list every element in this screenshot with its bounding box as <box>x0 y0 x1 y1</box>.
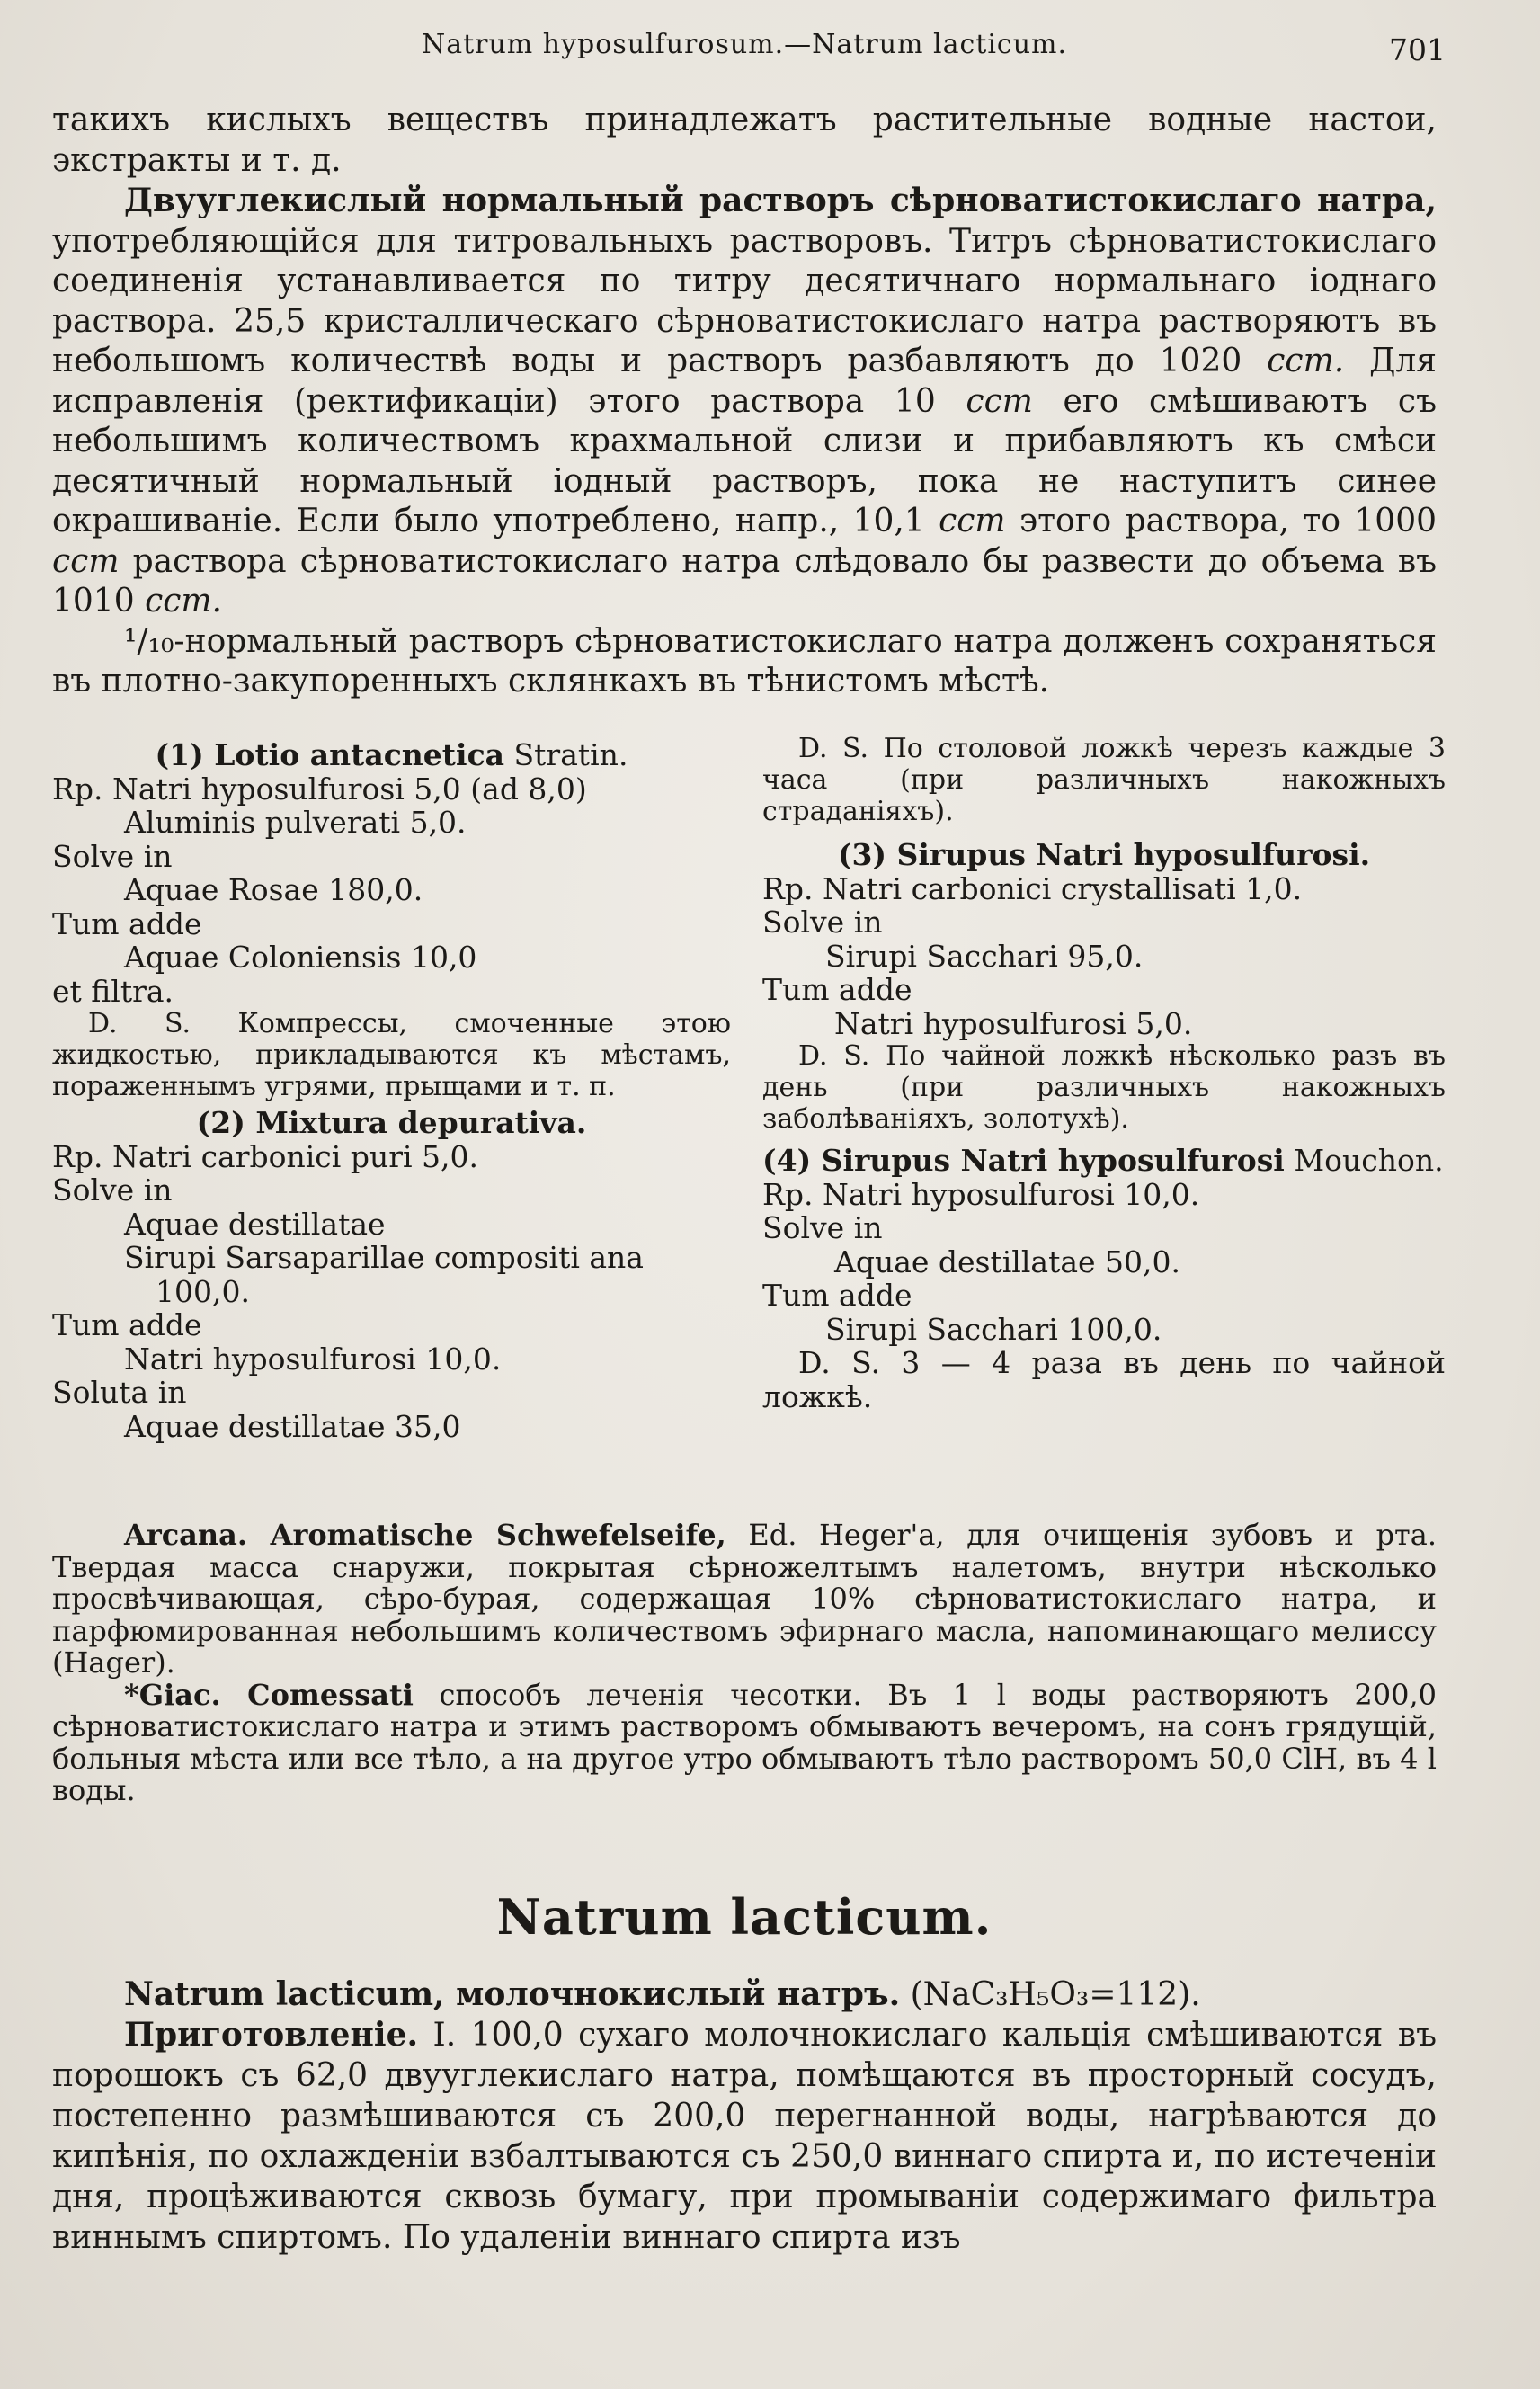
text-run: употребляющійся для титровальныхъ растворовъ. Титръ сѣрноватистокислаго соединенія устанавливается по титру десятичнаго нормальнаго іоднаго раствора. 25,5 кристаллическаго сѣрноватистокислаго натра растворяютъ въ небольшомъ количествѣ воды и растворъ разбавляютъ до 1020 <box>52 222 1437 379</box>
recipe-line: et filtra. <box>52 973 174 1009</box>
unit-ccm: ccm. <box>145 583 222 620</box>
entry-heading: Natrum lacticum, молочнокислый натръ. <box>124 1975 901 2013</box>
author-name: *Giac. Comessati <box>124 1677 414 1712</box>
lacticum-paragraph-1 <box>52 1974 1437 2015</box>
page-header <box>52 23 1446 68</box>
text-run: Для исправленія (ректификаціи) этого раствора 10 <box>52 343 1437 420</box>
arcana-heading: Arcana. Aromatische Schwefelseife, <box>124 1518 726 1552</box>
recipe-line: Natri hyposulfurosi 5,0. <box>834 1005 1193 1041</box>
arcana-section <box>52 1520 1437 1807</box>
recipes-columns <box>52 733 1446 1497</box>
text-run: раствора сѣрноватистокислаго натра слѣдовало бы развести до объема въ 1010 <box>52 542 1437 620</box>
recipe-line: Solve in <box>762 905 883 940</box>
recipe-4-title <box>762 1144 1446 1178</box>
recipe-line: Aluminis pulverati 5,0. <box>124 805 467 840</box>
recipe-line: Natri hyposulfurosi 10,0. <box>124 1341 502 1377</box>
recipe-line: Soluta in <box>52 1375 187 1410</box>
arcana-paragraph-2 <box>52 1677 1438 1807</box>
recipe-line: Solve in <box>762 1210 883 1245</box>
intro-section <box>52 101 1437 702</box>
recipe-3-title: (3) Sirupus Natri hyposulfurosi. <box>837 837 1371 872</box>
unit-ccm: ccm <box>52 542 120 580</box>
recipe-2-directions: D. S. По столовой ложкѣ черезъ каждые 3 часа (при различныхъ накожныхъ страданіяхъ). <box>762 733 1446 827</box>
preparation-heading: Приготовленіе. <box>124 2016 419 2054</box>
lacticum-section <box>52 1974 1437 2258</box>
chemical-formula: (NaC₃H₅O₃=112). <box>900 1976 1201 2013</box>
recipe-line: Rp. Natri carbonici crystallisati 1,0. <box>762 870 1303 906</box>
recipe-2-title: (2) Mixtura depurativa. <box>196 1105 587 1140</box>
recipe-line: Aquae destillatae 35,0 <box>124 1408 461 1444</box>
recipe-line: Sirupi Sarsaparillae compositi ana <box>124 1240 644 1275</box>
page-number: 701 <box>1389 32 1446 67</box>
recipe-line: Aquae Rosae 180,0. <box>124 872 423 907</box>
recipe-line: Sirupi Sacchari 95,0. <box>825 938 1144 974</box>
section-title: Natrum lacticum. <box>496 1888 993 1946</box>
recipe-line: Tum adde <box>52 905 202 941</box>
recipe-line: Aquae Coloniensis 10,0 <box>124 940 477 975</box>
unit-ccm: ccm. <box>1267 343 1345 379</box>
recipe-title-text: (4) Sirupus Natri hyposulfurosi <box>762 1143 1285 1178</box>
recipe-title-text: (1) Lotio antacnetica <box>155 737 505 772</box>
recipe-line: Aquae destillatae <box>124 1206 386 1242</box>
recipe-line: Solve in <box>52 838 173 874</box>
recipes-right-column <box>762 733 1446 1413</box>
intro-paragraph-1: такихъ кислыхъ веществъ принадлежатъ растительные водные настои, экстракты и т. д. <box>52 102 1437 179</box>
recipe-3-directions: D. S. По чайной ложкѣ нѣсколько разъ въ день (при различныхъ накожныхъ заболѣваніяхъ, золотухѣ). <box>762 1040 1446 1135</box>
intro-paragraph-2 <box>52 181 1437 622</box>
recipe-line: 100,0. <box>156 1273 250 1309</box>
recipe-1-title <box>52 738 731 772</box>
recipe-line: Sirupi Sacchari 100,0. <box>825 1311 1162 1347</box>
recipe-author: Stratin. <box>504 737 628 772</box>
recipe-line: Solve in <box>52 1172 173 1208</box>
intro-paragraph-3: ¹/₁₀-нормальный растворъ сѣрноватистокислаго натра долженъ сохраняться въ плотно-закупоренныхъ склянкахъ въ тѣнистомъ мѣстѣ. <box>52 622 1437 700</box>
recipe-4-directions: D. S. 3 — 4 раза въ день по чайной ложкѣ. <box>762 1345 1446 1414</box>
recipe-line: Rp. Natri carbonici puri 5,0. <box>52 1138 479 1174</box>
recipe-line: Rp. Natri hyposulfurosi 5,0 (ad 8,0) <box>52 771 587 807</box>
recipe-line: Aquae destillatae 50,0. <box>834 1244 1181 1279</box>
recipe-1-directions: D. S. Компрессы, смоченные этою жидкостью, прикладываются къ мѣстамъ, пораженнымъ угрями, прыщами и т. п. <box>52 1008 731 1102</box>
recipe-line: Tum adde <box>762 972 912 1007</box>
running-title: Natrum hyposulfurosum.—Natrum lacticum. <box>421 29 1068 60</box>
lacticum-paragraph-2 <box>52 2015 1437 2258</box>
unit-ccm: ccm <box>966 382 1033 420</box>
text-run: I. 100,0 сухаго молочнокислаго кальція смѣшиваются въ порошокъ съ 62,0 двууглекислаго натра, помѣщаются въ просторный сосудъ, постепенно размѣшиваются съ 200,0 перегнанной воды, нагрѣваются до кипѣнія, по охлажденіи взбалтываются съ 250,0 виннаго спирта и, по истеченіи дня, процѣживаются сквозь бумагу, при промываніи содержимаго фильтра виннымъ спиртомъ. По удаленіи виннаго спирта изъ <box>52 2017 1437 2256</box>
text-run: его смѣшиваютъ съ небольшимъ количествомъ крахмальной слизи и прибавляютъ къ смѣси десятичный нормальный іодный растворъ, пока не наступитъ синее окрашиваніе. Если было употреблено, напр., 10,1 <box>52 382 1437 539</box>
text-run: способъ леченія чесотки. Въ 1 l воды растворяютъ 200,0 сѣрноватистокислаго натра и этимъ растворомъ обмываютъ вечеромъ, на сонъ грядущій, больныя мѣста или все тѣло, а на другое утро обмываютъ тѣло растворомъ 50,0 ClH, въ 4 l воды. <box>52 1677 1438 1807</box>
recipe-line: Rp. Natri hyposulfurosi 10,0. <box>762 1176 1200 1212</box>
text-run: этого раствора, то 1000 <box>1005 503 1438 539</box>
recipes-left-column <box>52 733 731 1443</box>
text-run: Ed. Heger'a, для очищенія зубовъ и рта. Твердая масса снаружи, покрытая сѣрножелтымъ налетомъ, внутри нѣсколько просвѣчивающая, сѣро-бурая, содержащая 10% сѣрноватистокислаго натра, и парфюмированная небольшимъ количествомъ эфирнаго масла, напоминающаго мелиссу (Hager). <box>52 1518 1438 1680</box>
solution-heading: Двууглекислый нормальный растворъ сѣрноватистокислаго натра, <box>124 182 1437 219</box>
recipe-line: Tum adde <box>762 1278 912 1313</box>
unit-ccm: ccm <box>939 503 1006 539</box>
recipe-author: Mouchon. <box>1284 1143 1444 1178</box>
recipe-line: Tum adde <box>52 1307 202 1342</box>
arcana-paragraph-1 <box>52 1520 1437 1680</box>
